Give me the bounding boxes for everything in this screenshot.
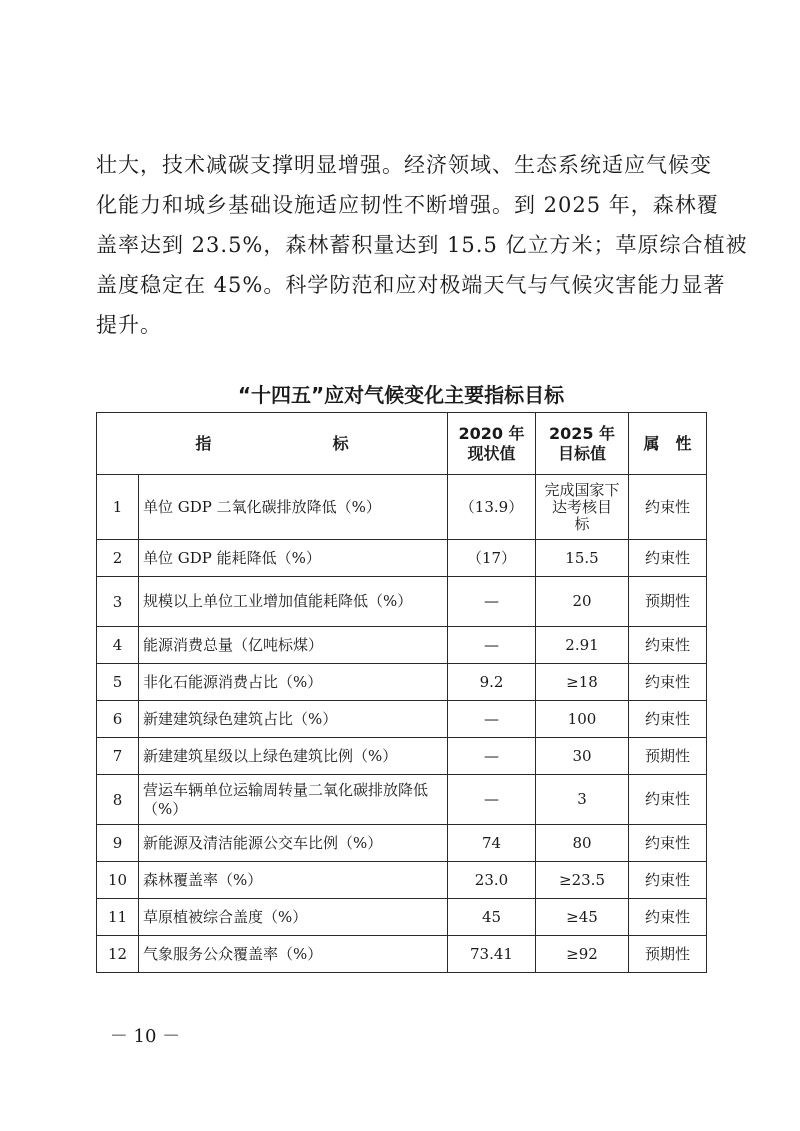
table-row bbox=[97, 936, 707, 973]
value-2025: 完成国家下达考核目 标 bbox=[536, 475, 629, 540]
row-number: 8 bbox=[97, 775, 139, 825]
paragraph-line: 提升。 bbox=[96, 313, 162, 337]
value-2020: — bbox=[448, 577, 536, 627]
attribute: 约束性 bbox=[629, 825, 707, 862]
value-2025: 30 bbox=[536, 738, 629, 775]
value-2025: ≥18 bbox=[536, 664, 629, 701]
row-number: 9 bbox=[97, 825, 139, 862]
attribute: 约束性 bbox=[629, 475, 707, 540]
table-row bbox=[97, 627, 707, 664]
indicator-name: 气象服务公众覆盖率（%） bbox=[139, 936, 448, 973]
value-2025: 2.91 bbox=[536, 627, 629, 664]
table-row bbox=[97, 825, 707, 862]
value-2025: 3 bbox=[536, 775, 629, 825]
indicator-name: 单位 GDP 能耗降低（%） bbox=[139, 540, 448, 577]
attribute: 约束性 bbox=[629, 627, 707, 664]
row-number: 6 bbox=[97, 701, 139, 738]
attribute: 预期性 bbox=[629, 936, 707, 973]
row-number: 3 bbox=[97, 577, 139, 627]
attribute: 预期性 bbox=[629, 738, 707, 775]
table-row bbox=[97, 775, 707, 825]
page-number: － 10 － bbox=[109, 1026, 181, 1047]
attribute: 约束性 bbox=[629, 540, 707, 577]
value-2020: — bbox=[448, 738, 536, 775]
value-2025: ≥45 bbox=[536, 899, 629, 936]
attribute: 约束性 bbox=[629, 775, 707, 825]
value-2025: 20 bbox=[536, 577, 629, 627]
table-row bbox=[97, 701, 707, 738]
header-indicator-char-2: 标 bbox=[332, 433, 349, 453]
header-attribute: 属 性 bbox=[629, 413, 707, 475]
indicator-name: 非化石能源消费占比（%） bbox=[139, 664, 448, 701]
indicator-name: 营运车辆单位运输周转量二氧化碳排放降低（%） bbox=[139, 775, 448, 825]
value-2025: 80 bbox=[536, 825, 629, 862]
row-number: 1 bbox=[97, 475, 139, 540]
header-indicator-char-1: 指 bbox=[195, 433, 212, 453]
indicator-name: 规模以上单位工业增加值能耗降低（%） bbox=[139, 577, 448, 627]
value-2025: 15.5 bbox=[536, 540, 629, 577]
table-title: “十四五”应对气候变化主要指标目标 bbox=[237, 383, 565, 407]
value-2020: — bbox=[448, 627, 536, 664]
table-row bbox=[97, 475, 707, 540]
row-number: 4 bbox=[97, 627, 139, 664]
table-row bbox=[97, 738, 707, 775]
header-indicator bbox=[97, 413, 448, 475]
header-2020 bbox=[448, 413, 536, 475]
attribute: 约束性 bbox=[629, 701, 707, 738]
header-2025-year: 2025 年 bbox=[548, 423, 616, 443]
row-number: 11 bbox=[97, 899, 139, 936]
value-2020: — bbox=[448, 701, 536, 738]
table-row bbox=[97, 664, 707, 701]
indicator-name: 森林覆盖率（%） bbox=[139, 862, 448, 899]
value-2020: 74 bbox=[448, 825, 536, 862]
table-row bbox=[97, 577, 707, 627]
indicator-name: 单位 GDP 二氧化碳排放降低（%） bbox=[139, 475, 448, 540]
value-2025: ≥92 bbox=[536, 936, 629, 973]
header-2020-year: 2020 年 bbox=[458, 423, 525, 443]
indicator-name: 新建建筑星级以上绿色建筑比例（%） bbox=[139, 738, 448, 775]
paragraph-line: 壮大，技术减碳支撑明显增强。经济领域、生态系统适应气候变 bbox=[96, 153, 712, 177]
header-2025 bbox=[536, 413, 629, 475]
value-2020: 9.2 bbox=[448, 664, 536, 701]
row-number: 7 bbox=[97, 738, 139, 775]
value-2020: — bbox=[448, 775, 536, 825]
attribute: 预期性 bbox=[629, 577, 707, 627]
row-number: 5 bbox=[97, 664, 139, 701]
row-number: 12 bbox=[97, 936, 139, 973]
indicator-name: 能源消费总量（亿吨标煤） bbox=[139, 627, 448, 664]
value-2020: 73.41 bbox=[448, 936, 536, 973]
header-2020-label: 现状值 bbox=[467, 443, 516, 463]
value-2020: （17） bbox=[448, 540, 536, 577]
table-row bbox=[97, 862, 707, 899]
indicator-name: 新能源及清洁能源公交车比例（%） bbox=[139, 825, 448, 862]
value-2020: 45 bbox=[448, 899, 536, 936]
indicator-name: 草原植被综合盖度（%） bbox=[139, 899, 448, 936]
body-paragraph bbox=[96, 145, 748, 345]
paragraph-line: 盖度稳定在 45%。科学防范和应对极端天气与气候灾害能力显著 bbox=[96, 273, 726, 297]
row-number: 10 bbox=[97, 862, 139, 899]
row-number: 2 bbox=[97, 540, 139, 577]
indicator-name: 新建建筑绿色建筑占比（%） bbox=[139, 701, 448, 738]
table-row bbox=[97, 899, 707, 936]
paragraph-line: 化能力和城乡基础设施适应韧性不断增强。到 2025 年，森林覆 bbox=[96, 193, 719, 217]
value-2020: （13.9） bbox=[448, 475, 536, 540]
value-2025: ≥23.5 bbox=[536, 862, 629, 899]
paragraph-line: 盖率达到 23.5%，森林蓄积量达到 15.5 亿立方米；草原综合植被 bbox=[96, 233, 748, 257]
value-2025: 100 bbox=[536, 701, 629, 738]
attribute: 约束性 bbox=[629, 664, 707, 701]
indicator-table bbox=[96, 412, 707, 973]
header-2025-label: 目标值 bbox=[557, 443, 606, 463]
table-row bbox=[97, 540, 707, 577]
attribute: 约束性 bbox=[629, 899, 707, 936]
value-2020: 23.0 bbox=[448, 862, 536, 899]
attribute: 约束性 bbox=[629, 862, 707, 899]
table-header-row bbox=[97, 413, 707, 475]
